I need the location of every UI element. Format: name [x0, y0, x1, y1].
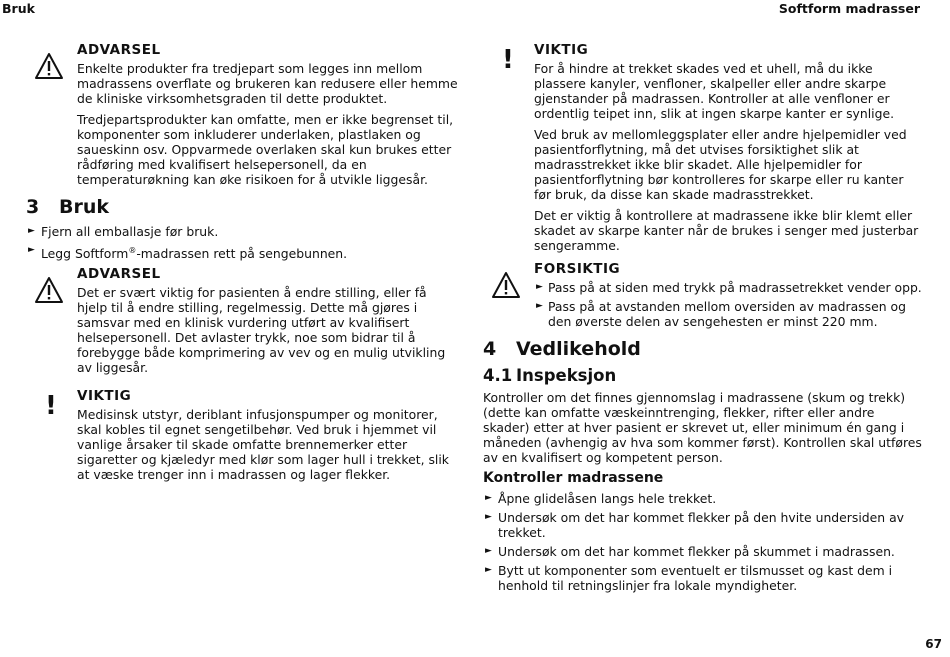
notice-paragraph: Ved bruk av mellomleggsplater eller andre hjelpemidler ved pasientforflytning, må det utvises forsiktighet slik at madrasstrekket ikke blir skadet. Alle hjelpemidler for pasientforflytning bør kontrolleres for skarpe eller ru kanter før bruk, da disse kan skade madrasstrekket.	[534, 127, 907, 202]
subheading: Kontroller madrassene	[483, 470, 664, 486]
running-header-left: Bruk	[2, 1, 35, 16]
arrow-bullet-icon: ►	[485, 493, 492, 503]
bullet-list	[534, 280, 923, 329]
list-item: ► Undersøk om det har kommet flekker på skummet i madrassen.	[485, 544, 895, 559]
warning-triangle-icon	[34, 52, 64, 80]
page-number: 67	[925, 637, 942, 651]
notice-paragraph: Enkelte produkter fra tredjepart som legges inn mellom madrassens overflate og brukeren kan redusere eller hemme de kliniske virksomhetsgraden til dette produktet.	[77, 61, 458, 106]
registered-mark: ®	[128, 246, 137, 255]
notice-paragraph: Medisinsk utstyr, deriblant infusjonspumper og monitorer, skal kobles til egnet sengetilbehør. Ved bruk i hjemmet vil vanlige årsaker til skade omfatte brennemerker etter sigaretter og kjæledyr med klør som lager hull i trekket, slik at væske trenger inn i madrassen og lager flekker.	[77, 407, 449, 483]
exclamation-icon: !	[45, 391, 57, 422]
bullet-list	[26, 224, 458, 261]
section-title: Vedlikehold	[516, 338, 641, 360]
section-heading	[26, 196, 458, 218]
notice-paragraph: Det er viktig å kontrollere at madrassene ikke blir klemt eller skadet av skarpe kanter når de brukes i senger med justerbar sengeramme.	[534, 208, 919, 253]
notice-paragraph: Det er svært viktig for pasienten å endre stilling, eller få hjelp til å endre stilling, regelmessig. Dette må gjøres i samsvar med en klinisk vurdering utført av kvalifisert helsepersonell. Det avlaster trykk, noe som bidrar til å forebygge både komprimering av vev og en mulig utvikling av liggesår.	[77, 285, 446, 376]
exclamation-icon: !	[502, 45, 514, 75]
body-paragraph: Kontroller om det finnes gjennomslag i madrassene (skum og trekk) (dette kan omfatte væskeinntrenging, flekker, rifter eller andre skader) etter at hver pasient er skrevet ut, eller minimum én gang i måneden (avhengig av hva som kommer først). Kontrollen skal utføres av en kvalifisert og kompetent person.	[483, 390, 922, 465]
arrow-bullet-icon: ►	[485, 546, 492, 556]
subsection-number: 4.1	[483, 366, 513, 385]
list-item: ► Bytt ut komponenter som eventuelt er tilsmusset og kast dem i henhold til retningslinjer fra lokale myndigheter.	[485, 563, 893, 593]
notice-paragraph: For å hindre at trekket skades ved et uhell, må du ikke plassere kanyler, venfloner, skalpeller eller andre skarpe gjenstander på madrassen. Kontroller at alle venfloner er ordentlig teipet inn, slik at ingen skarpe kanter er synlige.	[534, 61, 895, 121]
section-heading	[483, 338, 923, 360]
notice-title: ADVARSEL	[77, 266, 161, 283]
arrow-bullet-icon: ►	[485, 512, 492, 522]
arrow-bullet-icon: ►	[536, 301, 543, 311]
warning-triangle-icon	[34, 276, 64, 304]
left-column	[26, 42, 458, 491]
notice-title: FORSIKTIG	[534, 261, 621, 277]
warning-notice	[26, 43, 458, 187]
notice-paragraph: Tredjepartsprodukter kan omfatte, men er ikke begrenset til, komponenter som inkluderer underlaken, plastlaken og saueskinn osv. Oppvarmede overlaken skal kun brukes etter rådføring med kvalifisert helsepersonell, da en temperaturøkning kan øke risikoen for å utvikle liggesår.	[77, 112, 454, 187]
list-item: ► Pass på at avstanden mellom oversiden av madrassen og den øverste delen av sengehesten er minst 220 mm.	[536, 299, 906, 329]
list-item: ► Åpne glidelåsen langs hele trekket.	[485, 491, 717, 506]
bullet-list	[483, 491, 923, 593]
arrow-bullet-icon: ►	[485, 565, 492, 575]
important-notice	[483, 43, 923, 253]
arrow-bullet-icon: ►	[28, 226, 35, 236]
notice-title: VIKTIG	[534, 42, 589, 58]
notice-title: ADVARSEL	[77, 42, 161, 58]
arrow-bullet-icon: ►	[28, 245, 35, 255]
list-item: ► Pass på at siden med trykk på madrassetrekket vender opp.	[536, 280, 922, 295]
arrow-bullet-icon: ►	[536, 282, 543, 292]
running-header-right: Softform madrasser	[778, 1, 920, 16]
warning-notice	[26, 267, 458, 375]
list-item: ► Undersøk om det har kommet flekker på den hvite undersiden av trekket.	[485, 510, 904, 540]
section-number: 4	[483, 338, 497, 360]
important-notice	[26, 389, 458, 482]
subsection-title: Inspeksjon	[516, 366, 617, 385]
caution-notice	[483, 262, 923, 329]
list-item: ► Fjern all emballasje før bruk.	[28, 224, 219, 239]
right-column	[483, 42, 923, 599]
section-title: Bruk	[59, 196, 110, 218]
list-item: ► Legg Softform®-madrassen rett på sengebunnen.	[28, 245, 348, 262]
subsection-heading	[483, 366, 923, 386]
notice-title: VIKTIG	[77, 388, 132, 405]
warning-triangle-icon	[491, 271, 521, 299]
section-number: 3	[26, 196, 40, 218]
